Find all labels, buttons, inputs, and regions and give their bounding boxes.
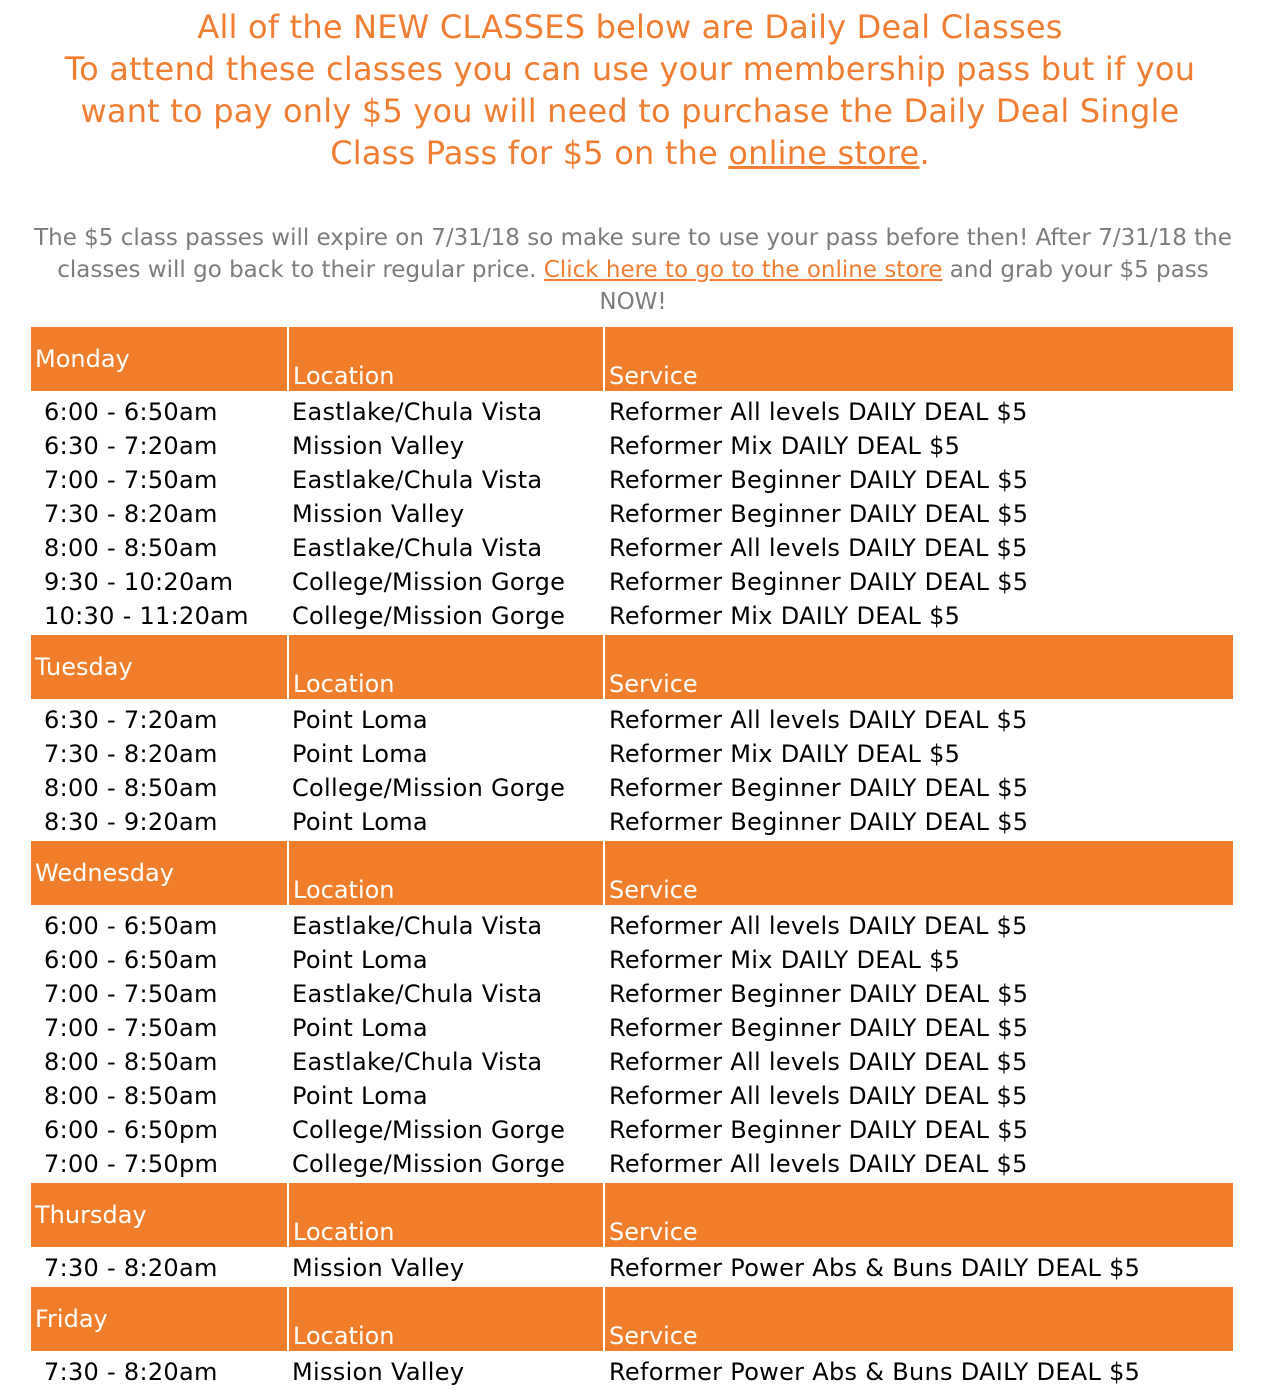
headline <box>0 6 1260 174</box>
service-column-label: Service <box>609 670 698 698</box>
location-header-cell <box>289 635 603 699</box>
table-row <box>31 1079 1233 1113</box>
table-row <box>31 1045 1233 1079</box>
day-name: Wednesday <box>35 859 174 887</box>
class-location: Mission Valley <box>292 432 465 460</box>
day-header-cell <box>31 1287 287 1351</box>
class-location: College/Mission Gorge <box>292 1116 566 1144</box>
class-location: Point Loma <box>292 740 428 768</box>
class-location: Point Loma <box>292 946 428 974</box>
service-header-cell <box>605 1287 1233 1351</box>
class-location: College/Mission Gorge <box>292 774 566 802</box>
day-header-cell <box>31 1183 287 1247</box>
schedule-table <box>31 327 1233 1389</box>
day-header-row <box>31 635 1233 699</box>
day-header-row <box>31 1183 1233 1247</box>
day-block <box>31 841 1233 1181</box>
location-header-cell <box>289 327 603 391</box>
day-header-row <box>31 841 1233 905</box>
class-time: 7:00 - 7:50pm <box>44 1150 219 1178</box>
class-service: Reformer Beginner DAILY DEAL $5 <box>609 568 1029 596</box>
class-location: Mission Valley <box>292 1358 465 1386</box>
class-service: Reformer All levels DAILY DEAL $5 <box>609 706 1028 734</box>
notice-text-after: and grab your $5 pass NOW! <box>599 257 1209 315</box>
location-header-cell <box>289 1287 603 1351</box>
day-block <box>31 1183 1233 1285</box>
headline-line-2: To attend these classes you can use your membership pass but if you <box>64 50 1196 88</box>
online-store-link[interactable]: online store <box>728 134 920 172</box>
table-row <box>31 703 1233 737</box>
location-column-label: Location <box>293 876 395 904</box>
class-service: Reformer Beginner DAILY DEAL $5 <box>609 466 1029 494</box>
class-time: 9:30 - 10:20am <box>44 568 234 596</box>
class-service: Reformer All levels DAILY DEAL $5 <box>609 398 1028 426</box>
class-service: Reformer All levels DAILY DEAL $5 <box>609 1082 1028 1110</box>
class-time: 7:30 - 8:20am <box>44 500 218 528</box>
table-row <box>31 1147 1233 1181</box>
expiration-notice <box>30 222 1236 318</box>
class-location: Eastlake/Chula Vista <box>292 398 543 426</box>
class-service: Reformer Power Abs & Buns DAILY DEAL $5 <box>609 1254 1141 1282</box>
day-header-row <box>31 327 1233 391</box>
table-row <box>31 463 1233 497</box>
table-row <box>31 1113 1233 1147</box>
day-name: Tuesday <box>35 653 133 681</box>
online-store-cta-link[interactable]: Click here to go to the online store <box>543 257 943 283</box>
class-service: Reformer Beginner DAILY DEAL $5 <box>609 1116 1029 1144</box>
class-service: Reformer All levels DAILY DEAL $5 <box>609 1048 1028 1076</box>
headline-line-1: All of the NEW CLASSES below are Daily Deal Classes <box>197 8 1063 46</box>
location-column-label: Location <box>293 670 395 698</box>
headline-line-4-prefix: Class Pass for $5 on the <box>330 134 729 172</box>
table-row <box>31 977 1233 1011</box>
location-header-cell <box>289 841 603 905</box>
class-time: 6:30 - 7:20am <box>44 706 218 734</box>
day-header-cell <box>31 841 287 905</box>
class-time: 6:00 - 6:50pm <box>44 1116 219 1144</box>
class-service: Reformer Beginner DAILY DEAL $5 <box>609 500 1029 528</box>
day-block <box>31 327 1233 633</box>
table-row <box>31 771 1233 805</box>
class-time: 7:00 - 7:50am <box>44 980 218 1008</box>
class-service: Reformer All levels DAILY DEAL $5 <box>609 912 1028 940</box>
class-service: Reformer Mix DAILY DEAL $5 <box>609 432 961 460</box>
class-location: Mission Valley <box>292 1254 465 1282</box>
class-location: College/Mission Gorge <box>292 1150 566 1178</box>
class-time: 7:30 - 8:20am <box>44 1254 218 1282</box>
service-header-cell <box>605 327 1233 391</box>
day-block <box>31 1287 1233 1389</box>
class-time: 7:00 - 7:50am <box>44 1014 218 1042</box>
location-column-label: Location <box>293 362 395 390</box>
day-header-row <box>31 1287 1233 1351</box>
class-location: Eastlake/Chula Vista <box>292 534 543 562</box>
table-row <box>31 565 1233 599</box>
table-row <box>31 497 1233 531</box>
table-row <box>31 429 1233 463</box>
location-header-cell <box>289 1183 603 1247</box>
location-column-label: Location <box>293 1322 395 1350</box>
service-header-cell <box>605 635 1233 699</box>
service-header-cell <box>605 841 1233 905</box>
class-service: Reformer Beginner DAILY DEAL $5 <box>609 808 1029 836</box>
class-time: 10:30 - 11:20am <box>44 602 249 630</box>
headline-line-4 <box>0 132 1260 174</box>
class-location: Mission Valley <box>292 500 465 528</box>
class-location: Point Loma <box>292 706 428 734</box>
day-name: Thursday <box>35 1201 147 1229</box>
class-location: College/Mission Gorge <box>292 568 566 596</box>
class-service: Reformer All levels DAILY DEAL $5 <box>609 1150 1028 1178</box>
table-row <box>31 1251 1233 1285</box>
class-location: Eastlake/Chula Vista <box>292 1048 543 1076</box>
day-header-cell <box>31 635 287 699</box>
service-column-label: Service <box>609 1322 698 1350</box>
notice-text-before: The $5 class passes will expire on 7/31/18 so make sure to use your pass before then! After 7/31/18 the classes will go back to their regular price. <box>34 225 1232 283</box>
class-time: 8:00 - 8:50am <box>44 1048 218 1076</box>
class-time: 8:00 - 8:50am <box>44 774 218 802</box>
class-location: Eastlake/Chula Vista <box>292 912 543 940</box>
class-service: Reformer Beginner DAILY DEAL $5 <box>609 1014 1029 1042</box>
class-service: Reformer Mix DAILY DEAL $5 <box>609 602 961 630</box>
class-service: Reformer Mix DAILY DEAL $5 <box>609 946 961 974</box>
headline-line-4-suffix: . <box>919 134 930 172</box>
class-time: 8:00 - 8:50am <box>44 1082 218 1110</box>
class-time: 8:00 - 8:50am <box>44 534 218 562</box>
headline-line-3: want to pay only $5 you will need to purchase the Daily Deal Single <box>80 92 1180 130</box>
class-service: Reformer All levels DAILY DEAL $5 <box>609 534 1028 562</box>
class-time: 6:30 - 7:20am <box>44 432 218 460</box>
class-time: 6:00 - 6:50am <box>44 912 218 940</box>
class-time: 7:00 - 7:50am <box>44 466 218 494</box>
class-service: Reformer Beginner DAILY DEAL $5 <box>609 774 1029 802</box>
class-location: Point Loma <box>292 808 428 836</box>
class-location: Eastlake/Chula Vista <box>292 466 543 494</box>
class-location: College/Mission Gorge <box>292 602 566 630</box>
table-row <box>31 943 1233 977</box>
class-time: 7:30 - 8:20am <box>44 740 218 768</box>
class-service: Reformer Mix DAILY DEAL $5 <box>609 740 961 768</box>
class-location: Eastlake/Chula Vista <box>292 980 543 1008</box>
class-time: 6:00 - 6:50am <box>44 398 218 426</box>
day-block <box>31 635 1233 839</box>
class-service: Reformer Beginner DAILY DEAL $5 <box>609 980 1029 1008</box>
table-row <box>31 599 1233 633</box>
class-time: 7:30 - 8:20am <box>44 1358 218 1386</box>
table-row <box>31 805 1233 839</box>
service-column-label: Service <box>609 876 698 904</box>
table-row <box>31 909 1233 943</box>
service-column-label: Service <box>609 1218 698 1246</box>
service-header-cell <box>605 1183 1233 1247</box>
service-column-label: Service <box>609 362 698 390</box>
table-row <box>31 1355 1233 1389</box>
table-row <box>31 1011 1233 1045</box>
table-row <box>31 737 1233 771</box>
class-location: Point Loma <box>292 1014 428 1042</box>
location-column-label: Location <box>293 1218 395 1246</box>
class-time: 8:30 - 9:20am <box>44 808 218 836</box>
table-row <box>31 531 1233 565</box>
day-name: Friday <box>35 1305 108 1333</box>
day-name: Monday <box>35 345 130 373</box>
class-service: Reformer Power Abs & Buns DAILY DEAL $5 <box>609 1358 1141 1386</box>
table-row <box>31 395 1233 429</box>
class-location: Point Loma <box>292 1082 428 1110</box>
class-time: 6:00 - 6:50am <box>44 946 218 974</box>
day-header-cell <box>31 327 287 391</box>
